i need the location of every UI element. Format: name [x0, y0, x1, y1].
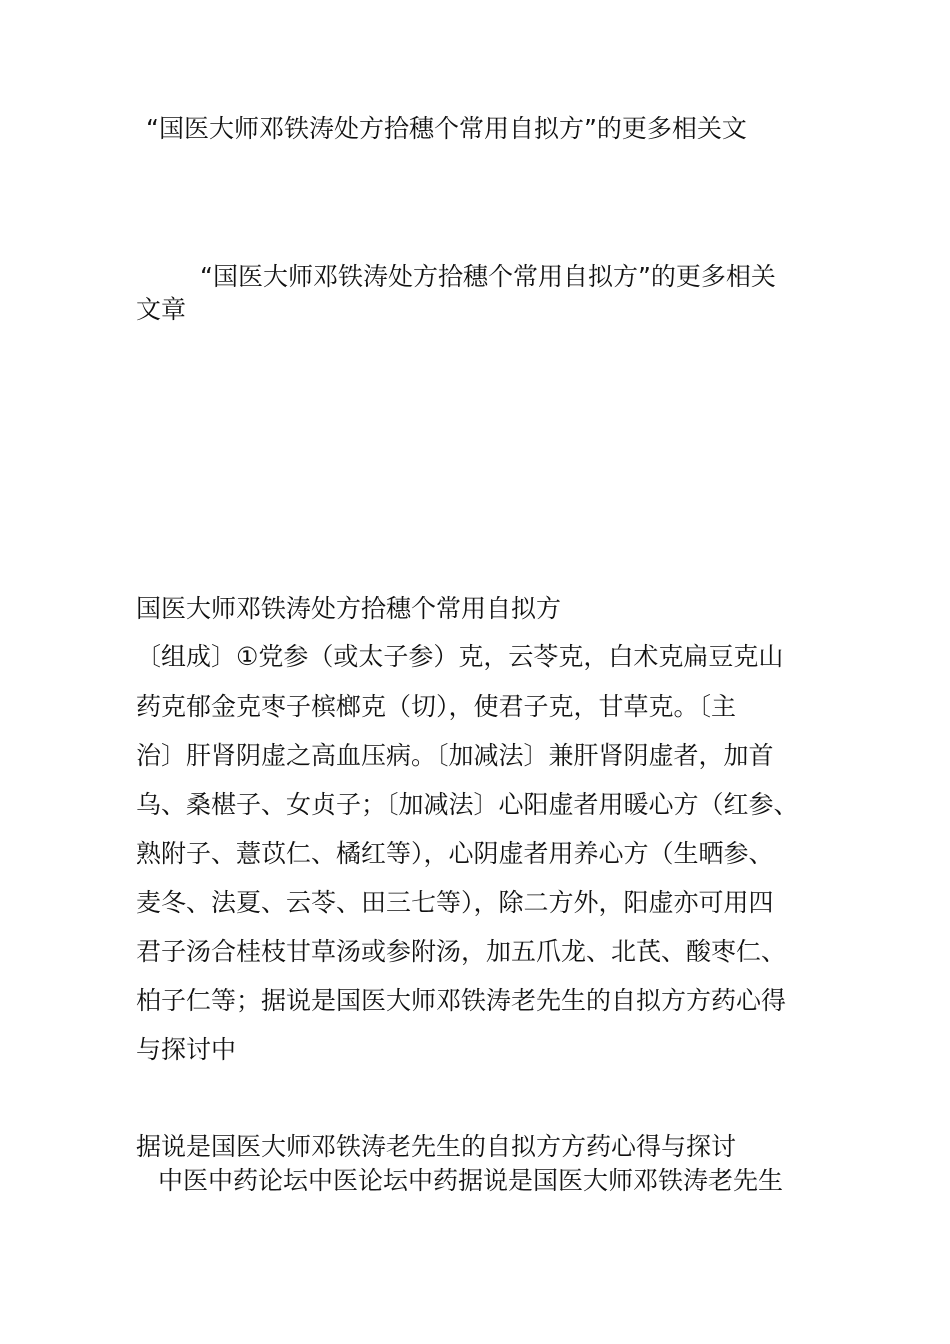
- section-2-title: 据说是国医大师邓铁涛老先生的自拟方方药心得与探讨: [136, 1132, 737, 1161]
- body-line-1: 〔组成〕①党参（或太子参）克，云苓克，白术克扁豆克山: [136, 642, 784, 671]
- related-articles-heading-line2: 文章: [136, 295, 187, 324]
- article-title: 国医大师邓铁涛处方拾穗个常用自拟方: [136, 594, 562, 623]
- body-line-5: 熟附子、薏苡仁、橘红等），心阴虚者用养心方（生晒参、: [136, 839, 774, 868]
- section-2-line: 中医中药论坛中医论坛中药据说是国医大师邓铁涛老先生: [158, 1166, 784, 1195]
- related-articles-link[interactable]: “国医大师邓铁涛处方拾穗个常用自拟方”的更多相关文: [146, 114, 747, 143]
- body-line-8: 柏子仁等；据说是国医大师邓铁涛老先生的自拟方方药心得: [136, 986, 787, 1015]
- body-line-4: 乌、桑椹子、女贞子；〔加减法〕心阳虚者用暖心方（红参、: [136, 790, 799, 819]
- body-line-6: 麦冬、法夏、云苓、田三七等），除二方外，阳虚亦可用四: [136, 888, 774, 917]
- body-line-2: 药克郁金克枣子槟榔克（切），使君子克，甘草克。〔主: [136, 692, 737, 721]
- body-line-7: 君子汤合桂枝甘草汤或参附汤，加五爪龙、北芪、酸枣仁、: [136, 937, 787, 966]
- related-articles-heading-line1: “国医大师邓铁涛处方拾穗个常用自拟方”的更多相关: [200, 262, 776, 291]
- body-line-3: 治〕肝肾阴虚之高血压病。〔加减法〕兼肝肾阴虚者，加首: [136, 741, 774, 770]
- body-line-9: 与探讨中: [136, 1035, 237, 1064]
